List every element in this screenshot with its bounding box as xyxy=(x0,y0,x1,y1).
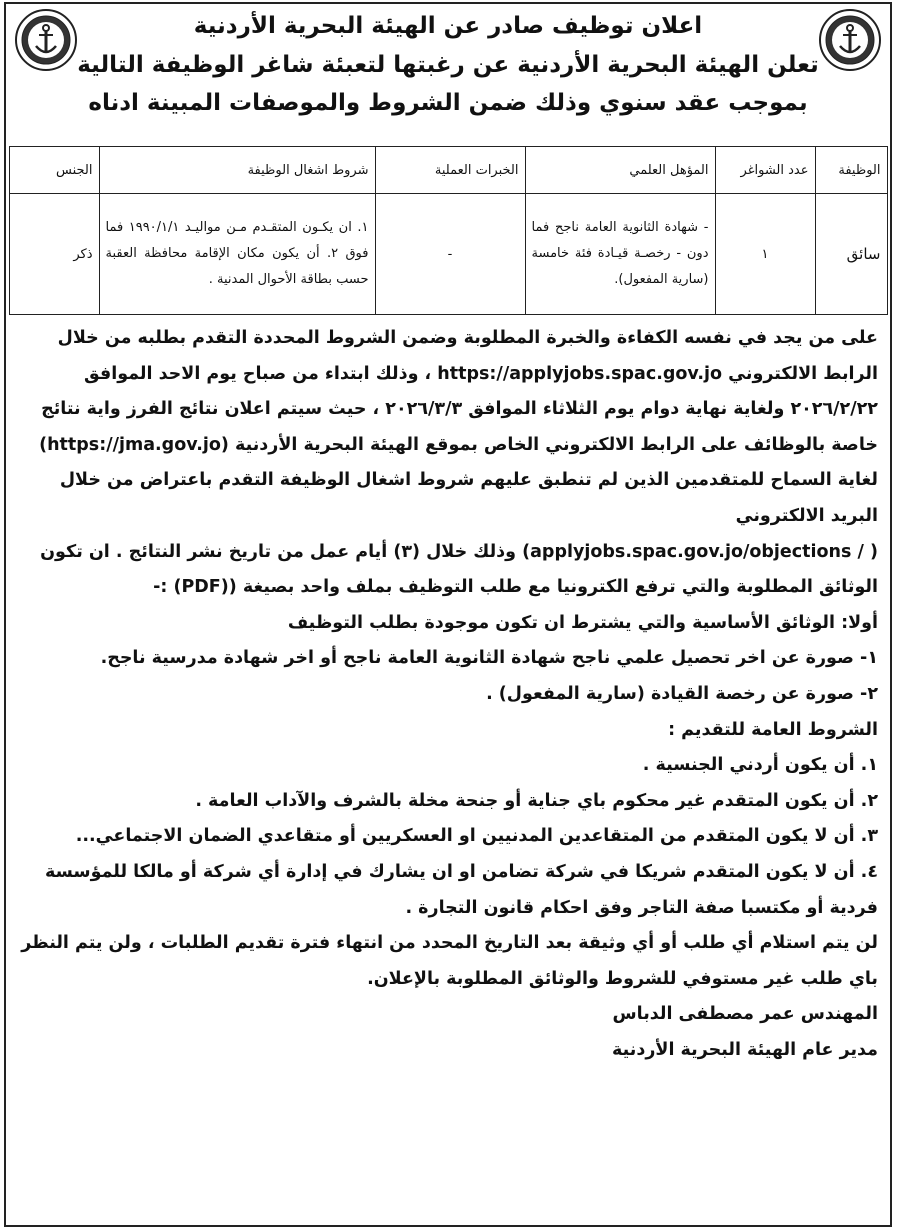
table-row xyxy=(9,194,887,315)
column-header: الخبرات العملية xyxy=(375,147,525,194)
condition-item: ٣. أن لا يكون المتقدم من المتقاعدين المدنيين او العسكريين أو متقاعدي الضمان الاجتماعي... xyxy=(75,826,878,847)
closing-note: لن يتم استلام أي طلب أو أي وثيقة بعد التاريخ المحدد من انتهاء فترة تقديم الطلبات ، ولن يتم النظر باي طلب غير مستوفي للشروط والوثائق المطلوبة بالإعلان. xyxy=(21,933,878,989)
job-title-cell: سائق xyxy=(815,194,887,315)
objections-paragraph: ( / applyjobs.spac.gov.jo/objections) وذلك خلال (٣) أيام عمل من تاريخ نشر النتائج . ان تكون الوثائق المطلوبة والتي ترفع الكترونيا مع طلب التوظيف بملف واحد بصيغة ((PDF) :- xyxy=(40,541,878,598)
jobs-table xyxy=(9,146,888,315)
document-item: ١- صورة عن اخر تحصيل علمي ناجح شهادة الثانوية العامة ناجح أو اخر شهادة مدرسية ناجح. xyxy=(100,648,878,669)
experience-cell: - xyxy=(375,194,525,315)
qualification-cell: - شهادة الثانوية العامة ناجح فما دون - رخصـة قيـادة فئة خامسة (سارية المفعول). xyxy=(525,194,715,315)
column-header: عدد الشواغر xyxy=(715,147,815,194)
application-paragraph: على من يجد في نفسه الكفاءة والخبرة المطلوبة وضمن الشروط المحددة التقدم بطلبه من خلال الرابط الالكتروني https://applyjobs.spac.gov.jo ، وذلك ابتداء من صباح يوم الاحد الموافق ٢٠٢٦/٢/٢٢ ولغاية نهاية دوام يوم الثلاثاء الموافق ٢٠٢٦/٣/٣ ، حيث سيتم اعلان نتائج الفرز واية نتائج خاصة بالوظائف على الرابط الالكتروني الخاص بموقع الهيئة البحرية الأردنية (https://jma.gov.jo) لغاية السماح للمتقدمين الذين لم تنطبق عليهم شروط اشغال الوظيفة التقدم باعتراض من خلال البريد الالكتروني xyxy=(39,328,878,526)
condition-item: ٢. أن يكون المتقدم غير محكوم باي جناية أو جنحة مخلة بالشرف والآداب العامة . xyxy=(195,790,878,811)
table-header-row xyxy=(9,147,887,194)
column-header: المؤهل العلمي xyxy=(525,147,715,194)
authority-emblem-icon xyxy=(818,8,882,72)
condition-item: ٤. أن لا يكون المتقدم شريكا في شركة تضامن او ان يشارك في إدارة أي شركة أو مالكا للمؤسسة فردية أو مكتسبا صفة التاجر وفق احكام قانون التجارة . xyxy=(44,861,878,918)
column-header: الوظيفة xyxy=(815,147,887,194)
announcement-subtitle-2: بموجب عقد سنوي وذلك ضمن الشروط والموصفات المبينة ادناه xyxy=(88,90,808,116)
vacancies-cell: ١ xyxy=(715,194,815,315)
gender-cell: ذكر xyxy=(9,194,99,315)
condition-item: ١. أن يكون أردني الجنسية . xyxy=(642,755,878,776)
column-header: الجنس xyxy=(9,147,99,194)
header xyxy=(6,4,890,146)
signatory-title: مدير عام الهيئة البحرية الأردنية xyxy=(612,1039,878,1060)
announcement-body xyxy=(6,315,890,1068)
column-header: شروط اشغال الوظيفة xyxy=(99,147,375,194)
signatory-name: المهندس عمر مصطفى الدباس xyxy=(612,1004,878,1025)
general-conditions-heading: الشروط العامة للتقديم : xyxy=(668,719,878,740)
document-item: ٢- صورة عن رخصة القيادة (سارية المفعول) . xyxy=(486,683,878,704)
announcement-title: اعلان توظيف صادر عن الهيئة البحرية الأردنية xyxy=(193,13,703,39)
required-documents-heading: أولا: الوثائق الأساسية والتي يشترط ان تكون موجودة بطلب التوظيف xyxy=(287,612,878,633)
announcement-frame xyxy=(4,2,892,1227)
announcement-subtitle: تعلن الهيئة البحرية الأردنية عن رغبتها لتعبئة شاغر الوظيفة التالية xyxy=(77,52,819,78)
conditions-cell: ١. ان يكـون المتقـدم مـن مواليـد ١٩٩٠/١/١ فما فوق ٢. أن يكون مكان الإقامة محافظة العقبة حسب بطاقة الأحوال المدنية . xyxy=(99,194,375,315)
authority-emblem-icon xyxy=(14,8,78,72)
